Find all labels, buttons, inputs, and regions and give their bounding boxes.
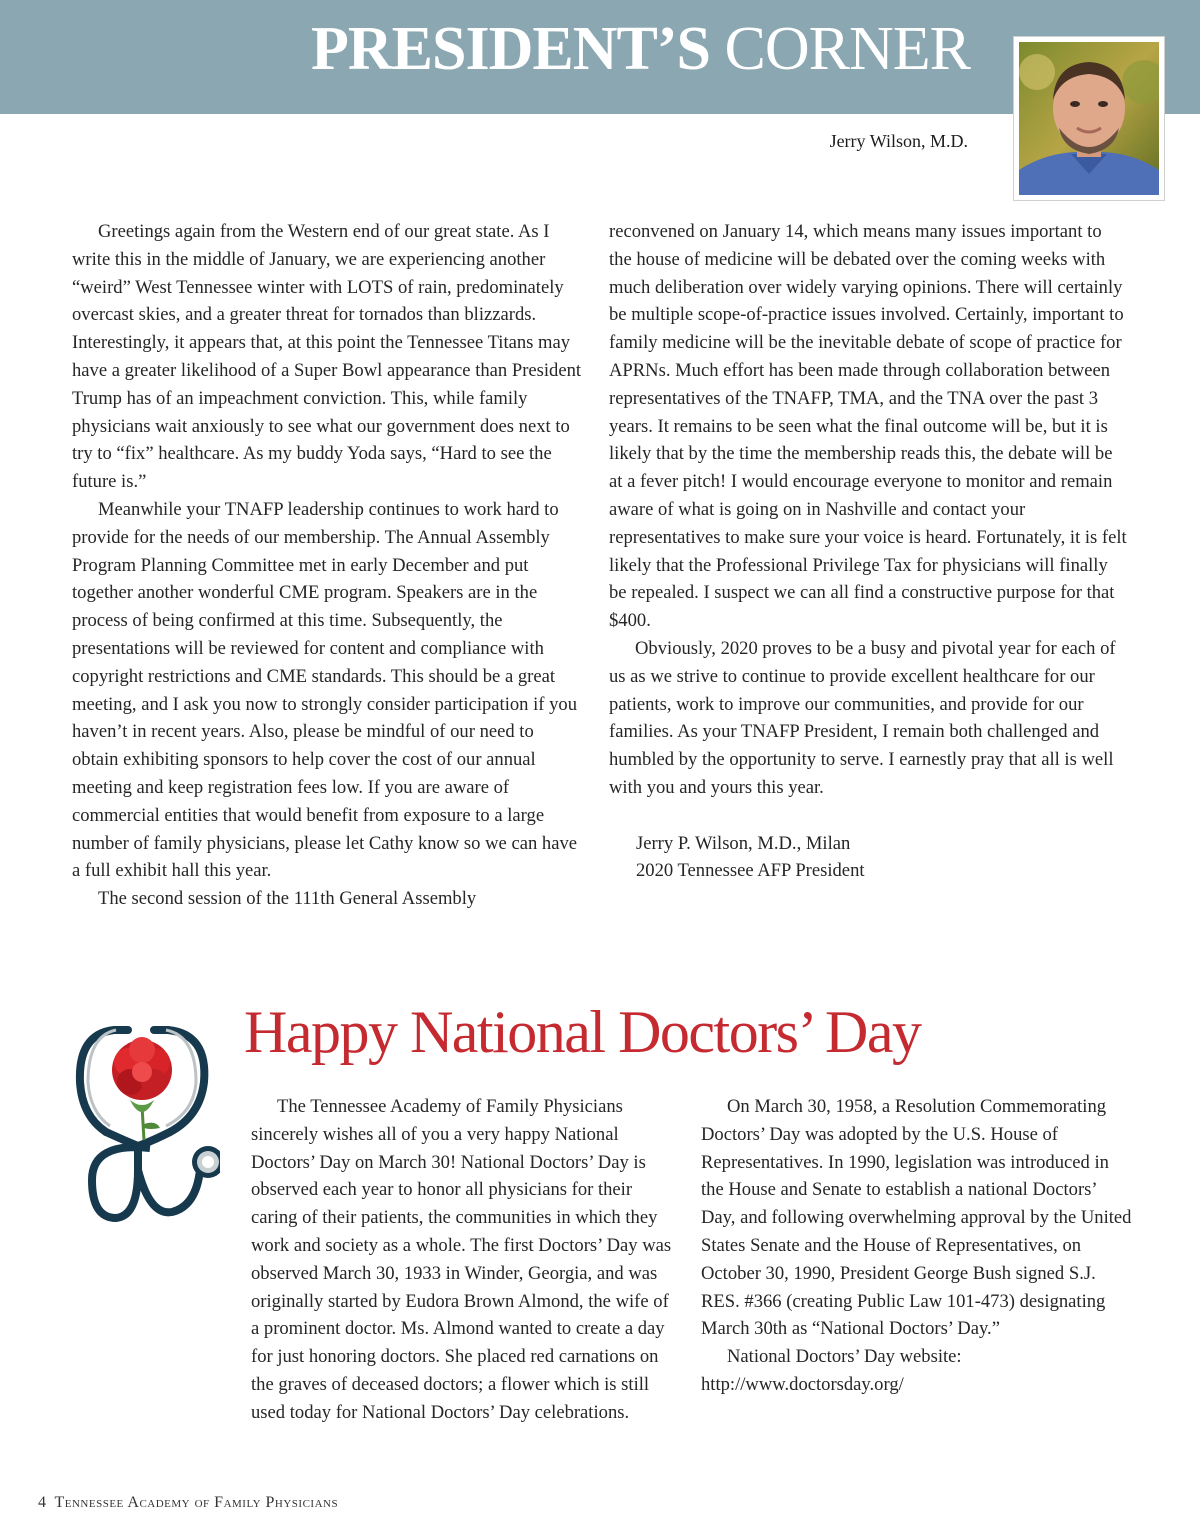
- doctors-day-paragraph: National Doctors’ Day website: http://www.doctorsday.org/: [701, 1346, 962, 1395]
- byline: Jerry Wilson, M.D.: [829, 131, 968, 151]
- portrait-photo: [1019, 42, 1159, 195]
- doctors-day-column-2: [701, 1093, 1133, 1399]
- author-photo: [1013, 36, 1165, 201]
- doctors-day-column-1: [251, 1093, 681, 1427]
- page-footer: [38, 1494, 338, 1512]
- publication-name: Tennessee Academy of Family Physicians: [54, 1494, 339, 1511]
- page-number: 4: [38, 1494, 47, 1511]
- page-title: PRESIDENT’S CORNER: [311, 15, 970, 83]
- article-column-2: [609, 218, 1127, 885]
- doctors-day-paragraph: The Tennessee Academy of Family Physicians sincerely wishes all of you a very happy National Doctors’ Day on March 30! National Doctors’ Day is observed each year to honor all physicians for their caring of their patients, the communities in which they work and society as a whole. The first Doctors’ Day was observed March 30, 1933 in Winder, Georgia, and was originally started by Eudora Brown Almond, the wife of a prominent doctor. Ms. Almond wanted to create a day for just honoring doctors. She placed red carnations on the graves of deceased doctors; a flower which is still used today for National Doctors’ Day celebrations.: [251, 1096, 672, 1423]
- article-column-1: [72, 218, 582, 913]
- article-paragraph: Obviously, 2020 proves to be a busy and pivotal year for each of us as we strive to continue to provide excellent healthcare for our patients, work to improve our communities, and provide for our families. As your TNAFP President, I remain both challenged and humbled by the opportunity to serve. I earnestly pray that all is well with you and yours this year.: [609, 637, 1116, 798]
- article-paragraph: Meanwhile your TNAFP leadership continues to work hard to provide for the needs of our membership. The Annual Assembly Program Planning Committee met in early December and put together another wonderful CME program. Speakers are in the process of being confirmed at this time. Subsequently, the presentations will be reviewed for content and compliance with copyright restrictions and CME standards. This should be a great meeting, and I ask you now to strongly consider participation if you haven’t in recent years. Also, please be mindful of our need to obtain exhibiting sponsors to help cover the cost of our annual meeting and keep registration fees low. If you are aware of commercial entities that would benefit from exposure to a large number of family physicians, please let Cathy know so we can have a full exhibit hall this year.: [72, 498, 578, 882]
- article-paragraph: Greetings again from the Western end of our great state. As I write this in the middle of January, we are experiencing another “weird” West Tennessee winter with LOTS of rain, predominately overcast skies, and a greater threat for tornados than blizzards. Interestingly, it appears that, at this point the Tennessee Titans may have a greater likelihood of a Super Bowl appearance than President Trump has of an impeachment conviction. This, while family physicians wait anxiously to see what our government does next to try to “fix” healthcare. As my buddy Yoda says, “Hard to see the future is.”: [72, 221, 582, 493]
- signature-name: Jerry P. Wilson, M.D., Milan: [636, 832, 851, 854]
- article-paragraph: reconvened on January 14, which means many issues important to the house of medicine will be debated over the coming weeks with much deliberation over widely varying opinions. There will certainly be multiple scope-of-practice issues involved. Certainly, important to family medicine will be the inevitable debate of scope of practice for APRNs. Much effort has been made through collaboration between representatives of the TNAFP, TMA, and the TNA over the past 3 years. It remains to be seen what the final outcome will be, but it is likely that by the time the membership reads this, the debate will be at a fever pitch! I would encourage everyone to monitor and remain aware of what is going on in Nashville and contact your representatives to make sure your voice is heard. Fortunately, it is felt likely that the Professional Privilege Tax for physicians will finally be repealed. I suspect we can all find a constructive purpose for that $400.: [609, 221, 1127, 632]
- doctors-day-paragraph: On March 30, 1958, a Resolution Commemorating Doctors’ Day was adopted by the U.S. House of Representatives. In 1990, legislation was introduced in the House and Senate to establish a national Doctors’ Day, and following overwhelming approval by the United States Senate and the House of Representatives, on October 30, 1990, President George Bush signed S.J. RES. #366 (creating Public Law 101-473) designating March 30th as “National Doctors’ Day.”: [701, 1096, 1132, 1340]
- doctors-day-title: Happy National Doctors’ Day: [244, 999, 921, 1065]
- signature: [609, 830, 1127, 886]
- stethoscope-carnation-icon: [70, 1020, 220, 1230]
- article-paragraph: The second session of the 111th General Assembly: [98, 888, 477, 910]
- signature-title: 2020 Tennessee AFP President: [636, 860, 865, 882]
